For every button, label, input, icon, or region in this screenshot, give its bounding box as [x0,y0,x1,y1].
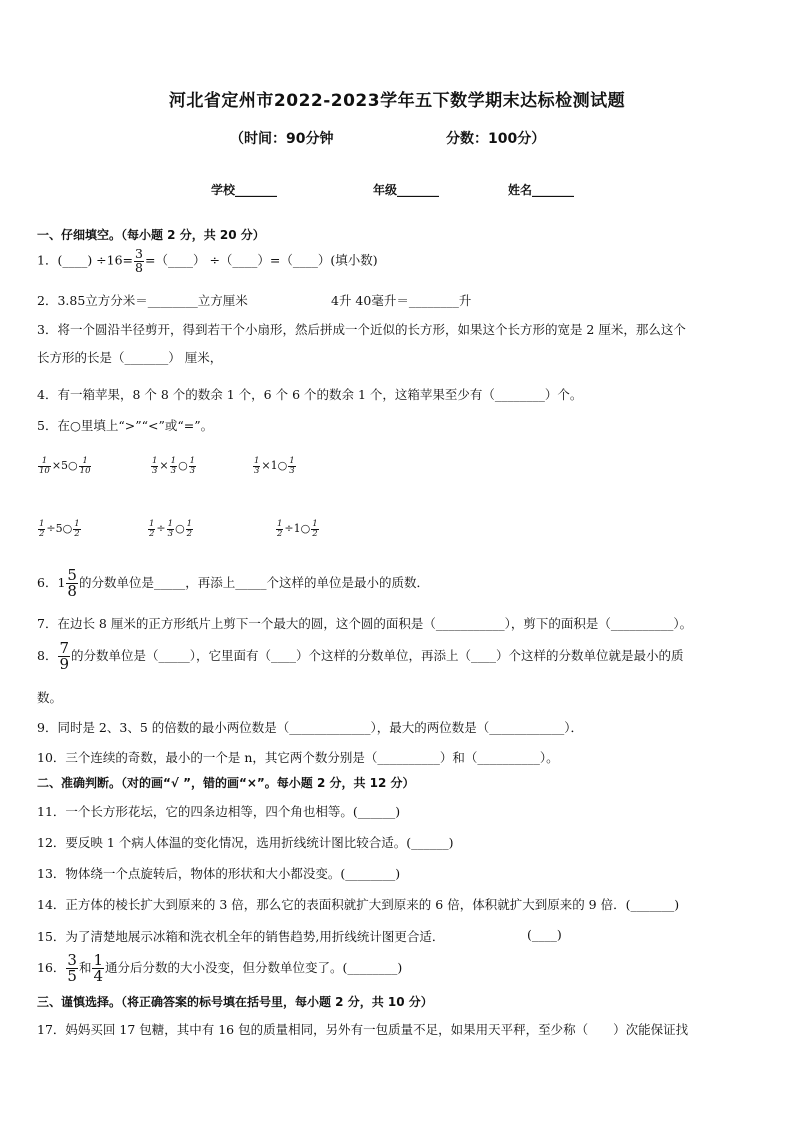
compare-expression-3: $\frac{1}{3}$ ×1○ $\frac{1}{3}$ [254,456,295,476]
question-5: 5．在○里填上“>”“<”或“=”。 [37,418,214,433]
exam-time: （时间：90分钟 [230,131,334,147]
compare-expression-2: $\frac{1}{3}$ × $\frac{1}{3}$ ○ $\frac{1}{3}$ [152,456,196,476]
question-14: 14．正方体的棱长扩大到原来的 3 倍，那么它的表面积就扩大到原来的 6 倍，体积就扩大到原来的 9 倍．(_______) [37,897,680,912]
grade-field: 年级_______ [373,183,440,197]
fraction: $\frac{7}{9}$ [59,639,69,673]
question-15: 15．为了清楚地展示冰箱和洗衣机全年的销售趋势,用折线统计图更合适． (____) [37,927,562,944]
compare-expression-4: $\frac{1}{2}$ ÷5○ $\frac{1}{2}$ [39,519,80,539]
compare-expression-1: $\frac{1}{10}$ ×5○ $\frac{1}{10}$ [39,456,91,476]
school-field: 学校_______ [211,183,278,197]
question-1: 1．(____) ÷16= $\frac{3}{8}$ =（____） ÷（____）=（____）(填小数) [37,246,378,275]
question-9: 9．同时是 2、3、5 的倍数的最小两位数是（_____________），最大的两位数是（____________）． [37,720,584,735]
page-title: 河北省定州市2022-2023学年五下数学期末达标检测试题 [168,91,626,111]
question-8: 8． $\frac{7}{9}$ 的分数单位是（_____），它里面有（____）个这样的分数单位，再添上（____）个这样的分数单位就是最小的质 [37,639,684,673]
section-3-heading: 三、谨慎选择。（将正确答案的标号填在括号里，每小题 2 分，共 10 分） [37,995,433,1009]
fraction: $\frac{5}{8}$ [67,566,77,600]
fraction: $\frac{1}{4}$ [93,951,104,985]
compare-expression-6: $\frac{1}{2}$ ÷1○ $\frac{1}{2}$ [277,519,318,539]
name-field: 姓名_______ [508,183,575,197]
question-6: 6．1 $\frac{5}{8}$ 的分数单位是_____，再添上_____个这样的单位是最小的质数． [37,566,429,600]
fraction: $\frac{3}{5}$ [67,951,77,985]
question-3: 3．将一个圆沿半径剪开，得到若干个小扇形，然后拼成一个近似的长方形，如果这个长方形的宽是 2 厘米，那么这个 长方形的长是（_______） 厘米， [37,322,686,365]
question-17: 17．妈妈买回 17 包糖，其中有 16 包的质量相同，另外有一包质量不足，如果用天平秤，至少称（ ）次能保证找 [37,1022,689,1037]
question-10: 10．三个连续的奇数，最小的一个是 n，其它两个数分别是（__________）和（__________）。 [37,750,559,765]
question-7: 7．在边长 8 厘米的正方形纸片上剪下一个最大的圆，这个圆的面积是（___________），剪下的面积是（__________）。 [37,616,693,631]
question-12: 12．要反映 1 个病人体温的变化情况，选用折线统计图比较合适。(______) [37,835,454,850]
question-11: 11．一个长方形花坛，它的四条边相等，四个角也相等。(______) [37,804,401,819]
fraction: $\frac{3}{8}$ [135,246,143,275]
question-8-cont: 数。 [37,690,63,705]
question-16: 16． $\frac{3}{5}$ 和 $\frac{1}{4}$ 通分后分数的大小没变，但分数单位变了。(________) [37,951,403,985]
question-13: 13．物体绕一个点旋转后，物体的形状和大小都没变。(________) [37,866,401,881]
question-4: 4．有一箱苹果，8 个 8 个的数余 1 个，6 个 6 个的数余 1 个，这箱苹果至少有（________）个。 [37,387,583,402]
question-2: 2．3.85立方分米＝________立方厘米 4升 40毫升＝________升 [37,293,472,308]
compare-expression-5: $\frac{1}{2}$ ÷ $\frac{1}{3}$ ○ $\frac{1}{2}$ [149,519,193,539]
section-1-heading: 一、仔细填空。（每小题 2 分，共 20 分） [37,228,265,242]
exam-score: 分数：100分） [446,131,546,147]
section-2-heading: 二、准确判断。（对的画“√ ”，错的画“×”。每小题 2 分，共 12 分） [37,776,415,790]
